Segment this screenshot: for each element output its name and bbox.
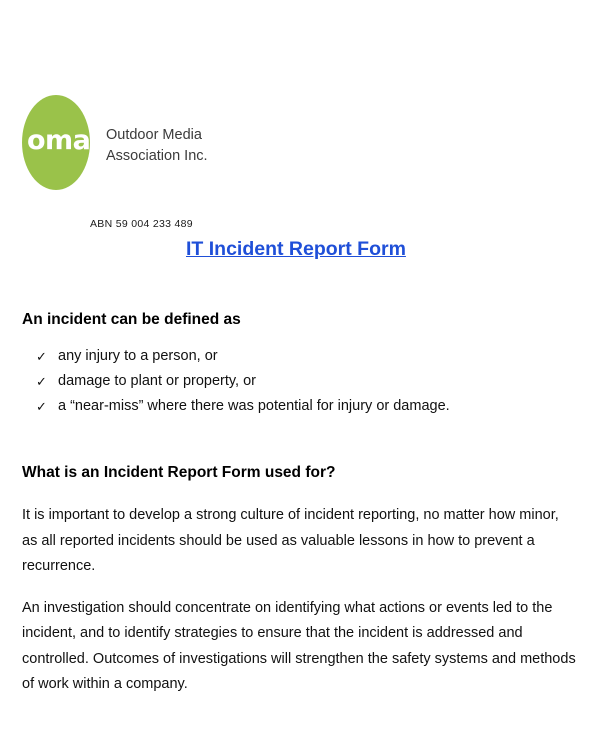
section-heading-form-purpose: What is an Incident Report Form used for? — [22, 464, 336, 481]
page-title: IT Incident Report Form — [186, 238, 406, 260]
list-item-label: a “near-miss” where there was potential for injury or damage. — [58, 398, 450, 414]
check-icon: ✓ — [36, 349, 47, 364]
logo-wordmark: oma — [27, 125, 91, 156]
paragraph-spacer — [22, 483, 578, 503]
abn-number: ABN 59 004 233 489 — [90, 218, 193, 230]
organization-name — [106, 125, 208, 167]
list-item — [36, 369, 578, 394]
organization-logo — [22, 95, 322, 195]
section-spacer — [22, 419, 578, 463]
section-heading-incident-definition: An incident can be defined as — [22, 311, 241, 328]
document-body — [22, 310, 578, 698]
paragraph: An investigation should concentrate on identifying what actions or events led to the incident, and to identify strategies to ensure that the incident is addressed and controlled. Outcomes of investigations will strengthen the safety systems and methods of work within a company. — [22, 599, 576, 692]
incident-definition-list — [22, 344, 578, 419]
list-item-label: damage to plant or property, or — [58, 373, 257, 389]
list-item-label: any injury to a person, or — [58, 348, 218, 364]
organization-name-line1: Outdoor Media — [106, 127, 202, 143]
check-icon: ✓ — [36, 399, 47, 414]
check-icon: ✓ — [36, 374, 47, 389]
paragraph: It is important to develop a strong culture of incident reporting, no matter how minor, as all reported incidents should be used as valuable lessons in how to prevent a recurrence. — [22, 507, 559, 574]
list-item — [36, 394, 578, 419]
list-item — [36, 344, 578, 369]
paragraph-spacer — [22, 580, 578, 596]
organization-name-line2: Association Inc. — [106, 148, 208, 164]
